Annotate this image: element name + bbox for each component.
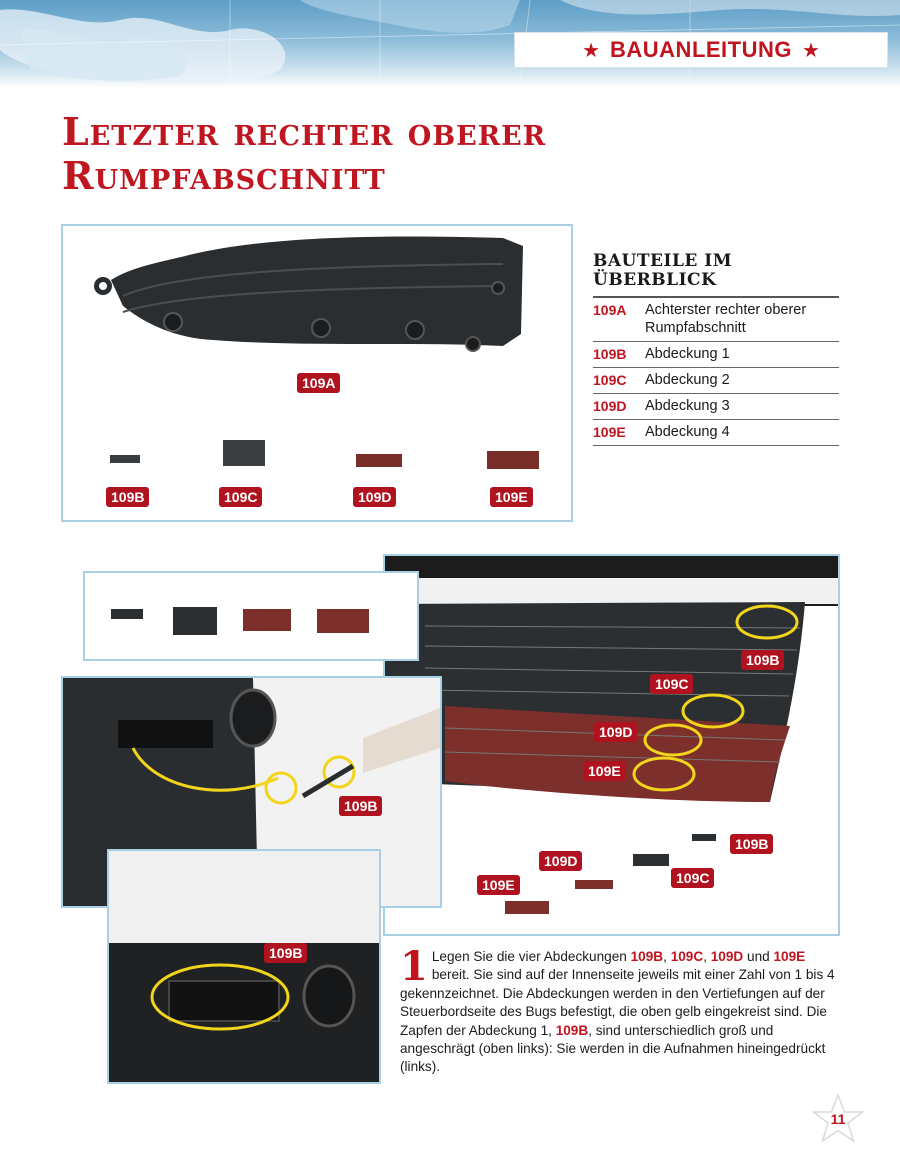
part-name: Abdeckung 1 [645, 346, 730, 362]
bow-label-109c: 109C [650, 674, 693, 694]
page-number: 11 [830, 1111, 846, 1127]
part-code: 109E [593, 424, 626, 440]
parts-heading-line2: ÜBERBLICK [593, 270, 717, 290]
bow-hull-illustration [385, 556, 838, 934]
cover-109e [487, 451, 539, 469]
part-row [593, 342, 839, 368]
closeup-illustration [109, 851, 379, 1082]
banner-label: BAUANLEITUNG [610, 37, 792, 62]
bow-parts-label-109d: 109D [539, 851, 582, 871]
page-title-line1: Letzter rechter oberer [62, 109, 547, 154]
parts-heading [593, 252, 839, 290]
cover-109c [223, 440, 265, 466]
page-title-line2: Rumpfabschnitt [62, 153, 386, 198]
star-icon: ★ [582, 38, 600, 62]
part-name: Abdeckung 3 [645, 398, 730, 414]
part-row [593, 420, 839, 446]
part-code: 109A [593, 302, 627, 318]
label-109a: 109A [297, 373, 340, 393]
bow-parts-label-109e: 109E [477, 875, 520, 895]
instruction-text: , sind unterschiedlich groß und angeschrägt (oben links): Sie werden in die Aufnahmen hineingedrückt (links). [400, 1022, 826, 1075]
part-ref-109b: 109B [555, 1022, 589, 1038]
cover-109b [110, 455, 140, 463]
parts-overview-photo [61, 224, 573, 522]
part-name: Abdeckung 4 [645, 424, 730, 440]
part-ref-109c: 109C [670, 949, 704, 964]
part-code: 109B [593, 346, 627, 362]
part-code: 109C [593, 372, 627, 388]
bow-parts-label-109c: 109C [671, 868, 714, 888]
section-banner [514, 32, 888, 68]
instruction-separator: und [743, 949, 774, 964]
part-row [593, 394, 839, 420]
part-ref-109d: 109D [710, 949, 744, 964]
parts-heading-line1: BAUTEILE IM [593, 251, 733, 271]
covers-strip-photo [83, 571, 419, 661]
detail-label-109b: 109B [339, 796, 382, 816]
part-name: Abdeckung 2 [645, 372, 730, 388]
step-1-instruction [400, 943, 840, 1077]
part-code: 109D [593, 398, 627, 414]
cover-109d [356, 454, 402, 467]
parts-list [593, 296, 839, 446]
instruction-separator: , [663, 949, 671, 964]
closeup-photo [107, 849, 381, 1084]
page-number-badge [812, 1094, 864, 1146]
part-name: Achterster rechter oberer Rumpfabschnitt [645, 302, 807, 336]
label-109c: 109C [219, 487, 262, 507]
page-title [62, 110, 762, 198]
closeup-label-109b: 109B [264, 943, 307, 963]
star-icon: ★ [802, 38, 820, 62]
bow-label-109b: 109B [741, 650, 784, 670]
covers-illustration [85, 573, 417, 659]
label-109e: 109E [490, 487, 533, 507]
bow-parts-label-109b: 109B [730, 834, 773, 854]
part-ref-109e: 109E [773, 949, 806, 964]
instruction-text: Legen Sie die vier Abdeckungen [431, 949, 631, 964]
bow-label-109d: 109D [594, 722, 637, 742]
header-map-band [0, 0, 900, 88]
part-ref-109b: 109B [630, 949, 664, 964]
step-number: 1 [400, 943, 428, 990]
instruction-separator: , [703, 949, 711, 964]
label-109b: 109B [106, 487, 149, 507]
instruction-text: bereit. Sie sind auf der Innenseite jeweils mit einer Zahl von 1 bis 4 gekennzeichnet. Die Abdeckungen werden in den Vertiefungen auf der Steuerbordseite des Bugs befestigt, die oben gelb eingekreist sind. Die Zapfen der Abdeckung 1, [400, 967, 835, 1038]
bow-label-109e: 109E [583, 761, 626, 781]
part-row [593, 368, 839, 394]
parts-overview [593, 252, 839, 446]
bow-photo [383, 554, 840, 936]
part-row [593, 298, 839, 342]
label-109d: 109D [353, 487, 396, 507]
